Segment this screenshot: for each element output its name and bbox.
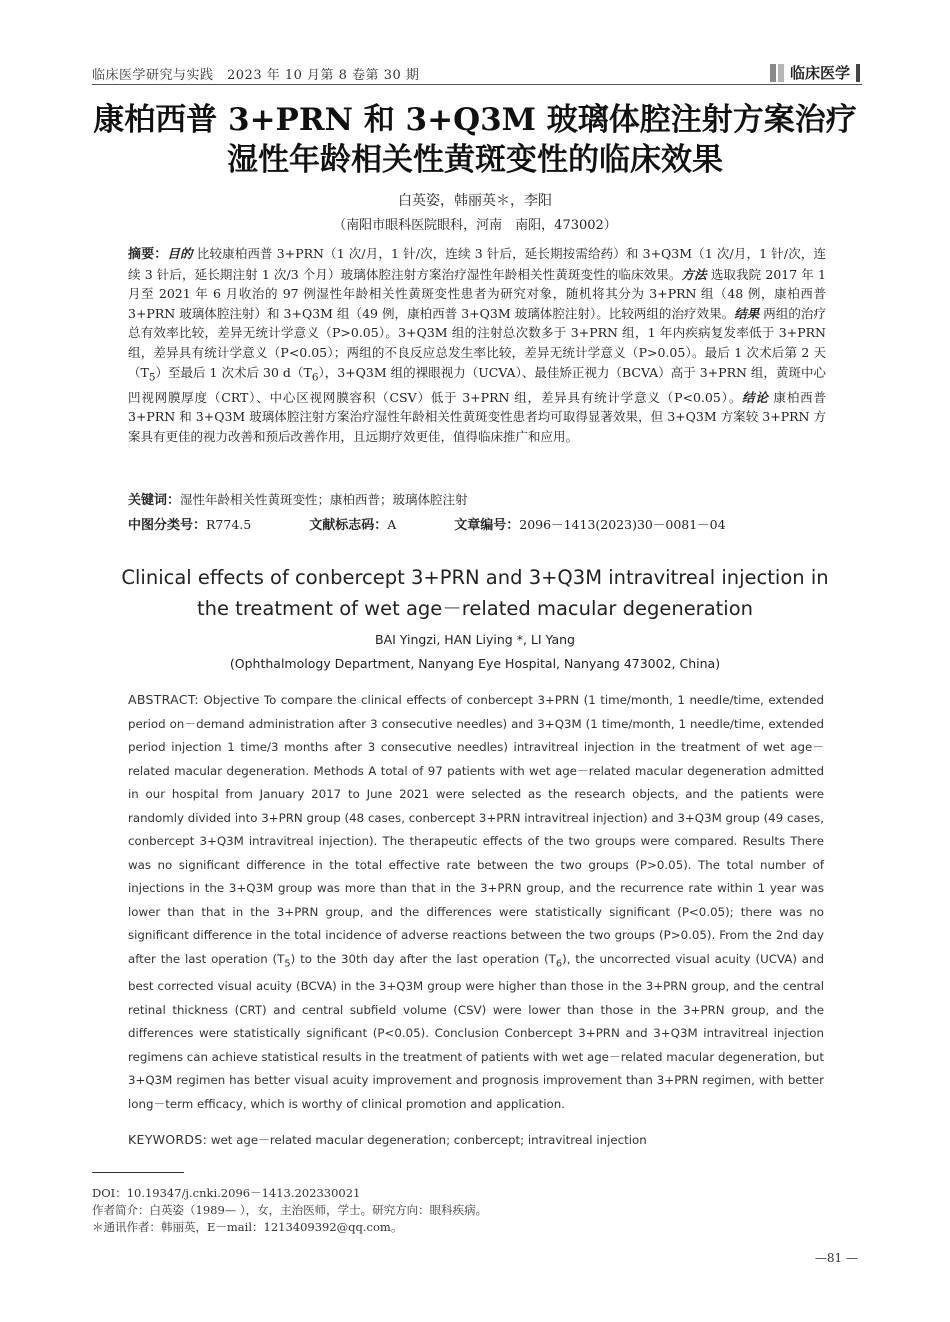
methods-label: 方法 (681, 266, 707, 282)
results-text: 两组的治疗总有效率比较，差异无统计学意义（P>0.05）。3+Q3M 组的注射总次数多于 3+PRN 组，1 年内疾病复发率低于 3+PRN 组，差异具有统计学意义（P<0.05）；两组的不良反应总发生率比较，差异无统计学意义（P>0.05）。最后 1 次术后第 2 天（T (128, 305, 826, 380)
affiliation-en: (Ophthalmology Department, Nanyang Eye Hospital, Nanyang 473002, China) (229, 656, 721, 671)
authors-zh: 白英姿，韩丽英＊，李阳 (398, 193, 552, 209)
doc-label: 文献标志码： (309, 518, 388, 533)
section-label-text: 临床医学 (789, 64, 850, 82)
methods-text: 选取我院 2017 年 1 月至 2021 年 6 月收治的 97 例湿性年龄相关性黄斑变性患者为研究对象，随机将其分为 3+PRN 组（48 例，康柏西普 3+PRN 玻璃体腔注射）和 3+Q3M 组（49 例，康柏西普 3+Q3M 玻璃体腔注射）。比较两组的治疗效果。 (128, 266, 826, 321)
abstract-en-text: ) to the 30th day after the last operation (T (290, 951, 556, 966)
results-subscript: 6 (311, 371, 319, 384)
abstract-en-subscript: 6 (555, 957, 563, 969)
keywords-en-label: KEYWORDS: (128, 1132, 208, 1147)
title-en-line1: Clinical effects of conbercept 3+PRN and 3+Q3M intravitreal injection in (121, 566, 829, 589)
abstract-zh (128, 244, 826, 446)
results-label: 结果 (734, 305, 760, 321)
document-code (309, 514, 396, 533)
keywords-zh-value: 湿性年龄相关性黄斑变性；康柏西普；玻璃体腔注射 (180, 492, 468, 507)
doc-value: A (387, 517, 397, 532)
title-zh-line2: 湿性年龄相关性黄斑变性的临床效果 (227, 142, 723, 178)
section-bar-decoration (770, 64, 776, 82)
abstract-zh-label: 摘要： (128, 247, 168, 262)
article-title-zh (60, 100, 890, 180)
affiliation-zh: （南阳市眼科医院眼科，河南 南阳，473002） (333, 218, 617, 233)
results-subscript: 5 (148, 371, 156, 384)
article-number (454, 514, 725, 533)
keywords-zh-label: 关键词： (128, 493, 181, 508)
section-bar-decoration (778, 64, 784, 82)
article-value: 2096－1413(2023)30－0081－04 (519, 517, 726, 532)
abstract-en-label: ABSTRACT: (128, 692, 199, 707)
page-number: —81 — (814, 1251, 858, 1265)
running-head: 临床医学研究与实践 2023 年 10 月第 8 卷第 30 期 (92, 68, 420, 83)
objective-label: 目的 (167, 246, 193, 261)
footnote-doi: DOI：10.19347/j.cnki.2096－1413.202330021 (92, 1186, 361, 1200)
header-divider (92, 84, 862, 85)
objective-text: 比较康柏西普 3+PRN（1 次/月，1 针/次，连续 3 针后，延长期按需给药）和 3+Q3M（1 次/月，1 针/次，连续 3 针后，延长期注射 1 次/3 个月）玻璃体腔注射方案治疗湿性年龄相关性黄斑变性的临床效果。 (128, 246, 826, 282)
results-text: ）至最后 1 次术后 30 d（T (155, 364, 312, 380)
clc-value: R774.5 (206, 517, 252, 532)
clc-number (128, 514, 251, 533)
results-text: ），3+Q3M 组的裸眼视力（UCVA）、最佳矫正视力（BCVA）高于 3+PRN 组，黄斑中心凹视网膜厚度（CRT）、中心区视网膜容积（CSV）低于 3+PRN 组，差异具有统计学意义（P<0.05）。 (128, 364, 826, 405)
clc-label: 中图分类号： (128, 518, 207, 533)
abstract-en (128, 688, 824, 1116)
conclusion-text: 康柏西普 3+PRN 和 3+Q3M 玻璃体腔注射方案治疗湿性年龄相关性黄斑变性患者均可取得显著效果，但 3+Q3M 方案较 3+PRN 方案具有更佳的视力改善和预后改善作用，且远期疗效更佳，值得临床推广和应用。 (128, 389, 826, 444)
abstract-en-text: ), the uncorrected visual acuity (UCVA) and best corrected visual acuity (BCVA) in the 3+Q3M group were higher than those in the 3+PRN group, and the central retinal thickness (CRT) and central subfield volume (CSV) were lower than those in the 3+PRN group, and the differences were statistically significant (P<0.05). Conclusion Conbercept 3+PRN and 3+Q3M intravitreal injection regimens can achieve statistical results in the treatment of patients with wet age－related macular degeneration, but 3+Q3M regimen has better visual acuity improvement and prognosis improvement than 3+PRN regimen, with better long－term efficacy, which is worthy of clinical promotion and application. (128, 951, 824, 1111)
classification-row (128, 514, 828, 533)
authors-en: BAI Yingzi, HAN Liying *, LI Yang (375, 632, 575, 647)
title-zh-line1: 康柏西普 3+PRN 和 3+Q3M 玻璃体腔注射方案治疗 (93, 102, 857, 138)
keywords-en (128, 1131, 647, 1148)
abstract-en-subscript: 5 (284, 957, 291, 969)
footnote-divider (92, 1172, 184, 1173)
footnote-author-bio: 作者简介：白英姿（1989— ），女，主治医师，学士。研究方向：眼科疾病。 (92, 1203, 488, 1217)
article-title-en (40, 562, 910, 624)
article-label: 文章编号： (454, 518, 520, 533)
conclusion-label: 结论 (742, 389, 769, 405)
abstract-en-text: Objective To compare the clinical effects of conbercept 3+PRN (1 time/month, 1 needle/time, extended period on－demand administration after 3 consecutive needles) and 3+Q3M (1 time/month, 1 needle/time, extended period injection 1 time/3 months after 3 consecutive needles) intravitreal injection in the treatment of wet age－related macular degeneration. Methods A total of 97 patients with wet age－related macular degeneration admitted in our hospital from January 2017 to June 2021 were selected as the research objects, and the patients were randomly divided into 3+PRN group (48 cases, conbercept 3+PRN intravitreal injection) and 3+Q3M group (49 cases, conbercept 3+Q3M intravitreal injection). The therapeutic effects of the two groups were compared. Results There was no significant difference in the total effective rate between the two groups (P>0.05). The total number of injections in the 3+Q3M group was more than that in the 3+PRN group, and the recurrence rate within 1 year was lower than that in the 3+PRN group, and the differences were statistically significant (P<0.05); there was no significant difference in the total incidence of adverse reactions between the two groups (P>0.05). From the 2nd day after the last operation (T (128, 693, 825, 966)
footnote-corresponding: ＊通讯作者：韩丽英，E－mail：1213409392@qq.com。 (92, 1220, 403, 1234)
section-bar-decoration (856, 64, 860, 82)
keywords-zh (128, 489, 468, 508)
section-label (770, 62, 860, 83)
title-en-line2: the treatment of wet age－related macular degeneration (196, 597, 754, 620)
keywords-en-value: wet age－related macular degeneration; conbercept; intravitreal injection (210, 1133, 647, 1147)
